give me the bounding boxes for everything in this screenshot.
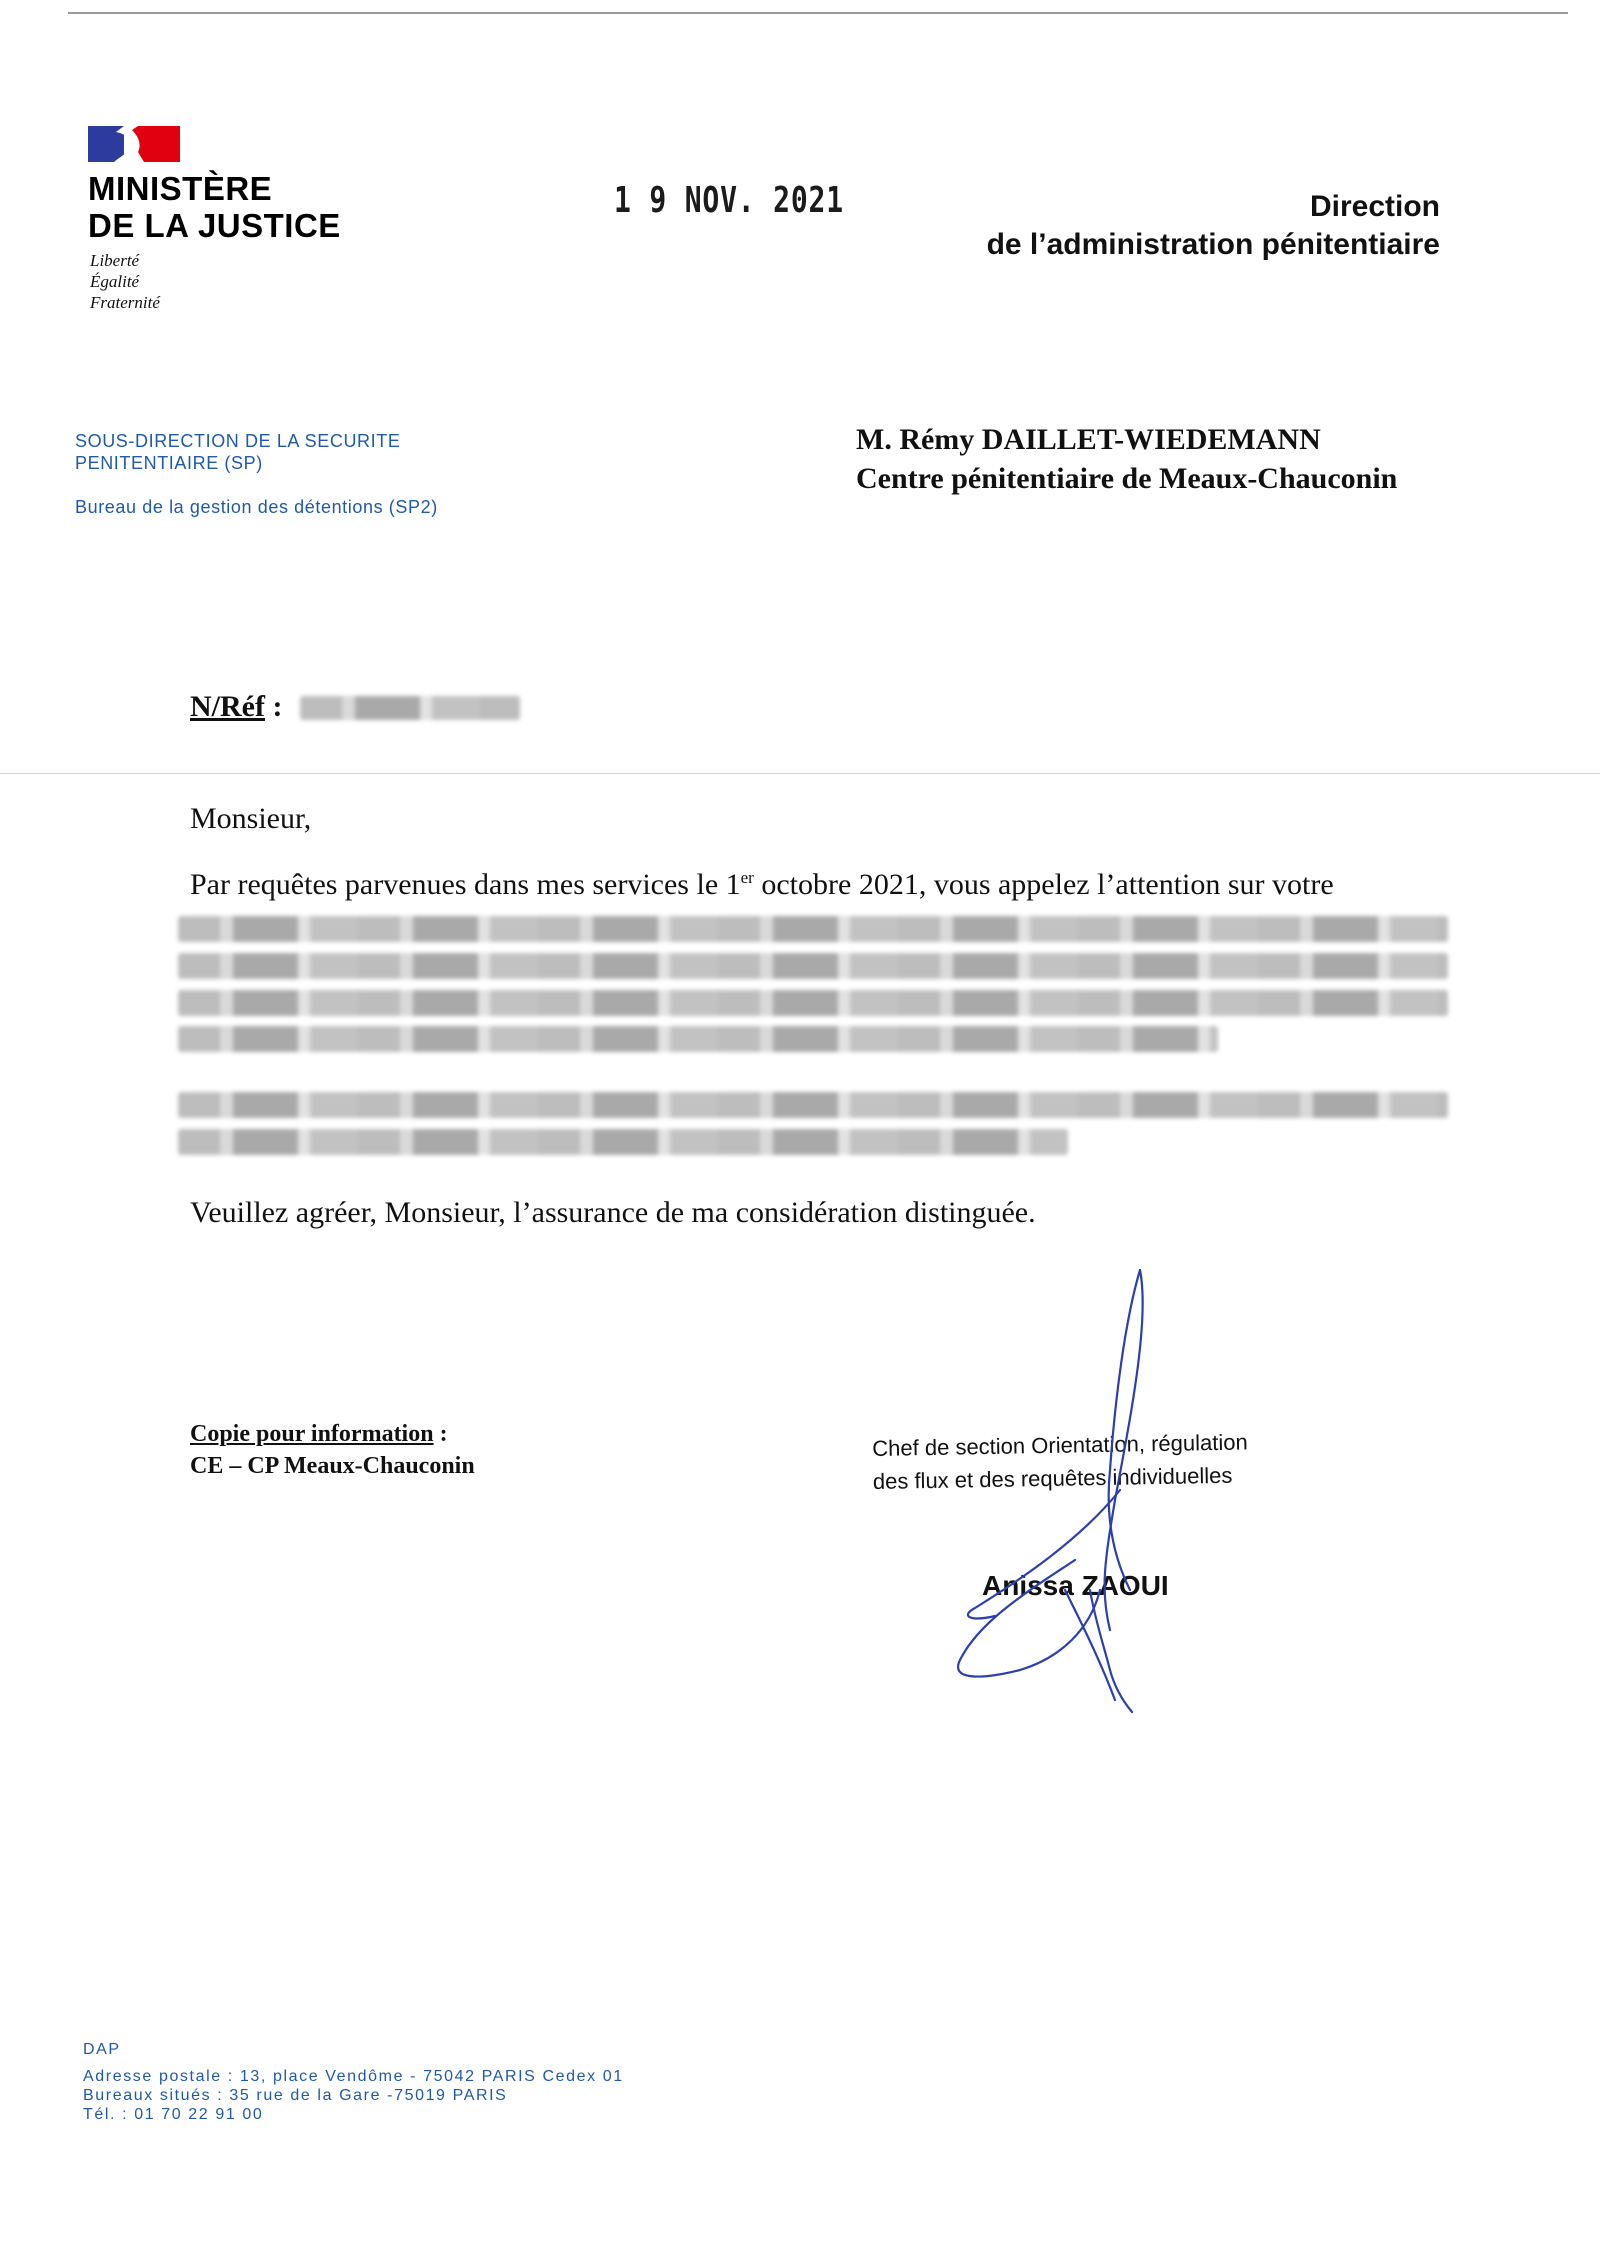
marianne-logo-icon [88,126,180,162]
motto-liberte: Liberté [90,251,140,270]
paragraph-1-first-line [190,868,1334,902]
motto-fraternite: Fraternité [90,293,160,312]
paragraph-1-part-a: Par requêtes parvenues dans mes services le 1 [190,868,741,901]
reference-separator: : [264,690,283,723]
republic-motto [90,250,160,313]
scan-edge-line [68,12,1568,14]
reference-label: N/Réf [190,690,265,723]
footer-office-address: Bureaux situés : 35 rue de la Gare -75019 PARIS [83,2087,508,2104]
signer-title-line-2: des flux et des requêtes individuelles [872,1462,1233,1494]
sub-direction-line-2: PENITENTIAIRE (SP) [75,453,263,473]
bureau-name: Bureau de la gestion des détentions (SP2) [75,497,438,517]
ministry-name [88,170,341,244]
ministry-line-2: DE LA JUSTICE [88,207,341,244]
direction-header [987,188,1440,264]
footer-postal-address: Adresse postale : 13, place Vendôme - 75042 PARIS Cedex 01 [83,2068,624,2085]
copy-label: Copie pour information [190,1421,434,1447]
copy-heading [190,1418,475,1450]
sub-direction-block [75,430,400,474]
sub-direction-line-1: SOUS-DIRECTION DE LA SECURITE [75,431,401,451]
salutation: Monsieur, [190,802,312,835]
signer-title-line-1: Chef de section Orientation, régulation [872,1429,1248,1461]
redacted-reference [300,696,520,720]
redacted-line [178,916,1448,942]
redacted-line [178,1026,1218,1052]
redacted-line [178,990,1448,1016]
redacted-line [178,1129,1068,1155]
footer-phone: Tél. : 01 70 22 91 00 [83,2106,264,2123]
copy-recipient: CE – CP Meaux-Chauconin [190,1453,475,1479]
closing-formula: Veuillez agréer, Monsieur, l’assurance de ma considération distinguée. [190,1196,1036,1229]
reference-line [190,690,282,724]
direction-line-1: Direction [1309,190,1440,223]
footer-address-block [83,2040,624,2124]
paper-fold-line [0,773,1600,774]
paragraph-1-ordinal: er [740,868,754,887]
ministry-line-1: MINISTÈRE [88,170,273,207]
signer-name: Anissa ZAOUI [982,1570,1169,1601]
footer-org: DAP [83,2041,121,2058]
redacted-line [178,953,1448,979]
motto-egalite: Égalité [90,272,140,291]
recipient-name: M. Rémy DAILLET-WIEDEMANN [856,423,1321,456]
copy-suffix: : [433,1421,448,1447]
copy-block [190,1418,475,1482]
received-date-stamp: 1 9 NOV. 2021 [614,180,844,221]
paragraph-1-part-b: octobre 2021, vous appelez l’attention sur votre [753,868,1334,901]
redacted-line [178,1092,1448,1118]
handwritten-signature [900,1260,1260,1720]
recipient-address: Centre pénitentiaire de Meaux-Chauconin [856,462,1398,495]
direction-line-2: de l’administration pénitentiaire [986,228,1440,261]
recipient-block [856,420,1397,498]
